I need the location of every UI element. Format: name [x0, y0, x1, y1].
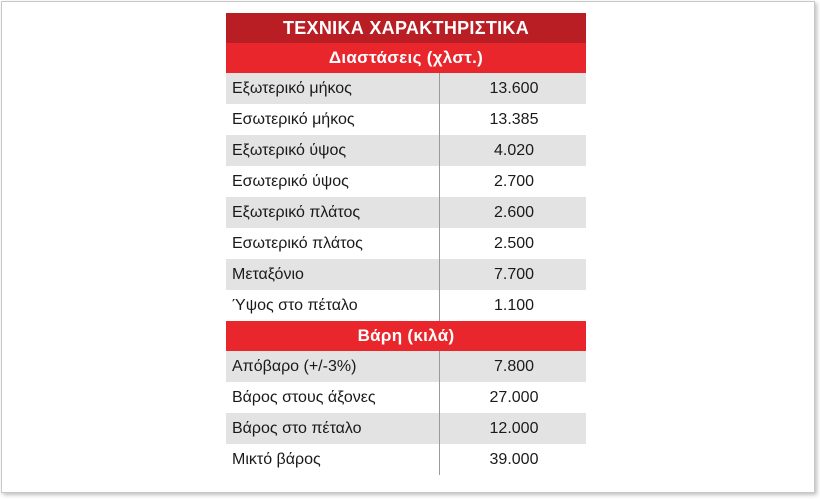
row-value: 13.385	[489, 111, 539, 128]
row-label: Μικτό βάρος	[226, 444, 440, 475]
table-row	[226, 228, 586, 259]
table-row	[226, 413, 586, 444]
row-value: 2.700	[493, 173, 535, 190]
row-value: 13.600	[489, 80, 539, 97]
table-bottom-edge	[226, 475, 586, 483]
row-value: 2.600	[493, 204, 535, 221]
row-label: Βάρος στους άξονες	[226, 382, 440, 413]
table-row	[226, 382, 586, 413]
row-value: 27.000	[489, 389, 539, 406]
section-weights	[226, 321, 586, 475]
table-row	[226, 135, 586, 166]
specifications-table	[226, 13, 586, 483]
row-label: Βάρος στο πέταλο	[226, 413, 440, 444]
row-label: Εξωτερικό ύψος	[226, 135, 440, 166]
table-row	[226, 104, 586, 135]
row-label: Ύψος στο πέταλο	[226, 290, 440, 321]
row-label: Εσωτερικό πλάτος	[226, 228, 440, 259]
section-header-dimensions: Διαστάσεις (χλστ.)	[226, 43, 586, 73]
row-value: 39.000	[489, 451, 539, 468]
row-label: Εξωτερικό πλάτος	[226, 197, 440, 228]
table-row	[226, 444, 586, 475]
row-value: 1.100	[493, 297, 535, 314]
row-value: 7.700	[493, 266, 535, 283]
table-title: ΤΕΧΝΙΚΑ ΧΑΡΑΚΤΗΡΙΣΤΙΚΑ	[226, 13, 586, 43]
row-label: Μεταξόνιο	[226, 259, 440, 290]
table-row	[226, 259, 586, 290]
row-value: 4.020	[493, 142, 535, 159]
row-label: Εξωτερικό μήκος	[226, 73, 440, 104]
row-value: 7.800	[493, 358, 535, 375]
table-row	[226, 73, 586, 104]
row-value: 12.000	[489, 420, 539, 437]
row-label: Εσωτερικό μήκος	[226, 104, 440, 135]
row-value: 2.500	[493, 235, 535, 252]
table-row	[226, 351, 586, 382]
table-row	[226, 166, 586, 197]
section-dimensions	[226, 43, 586, 321]
table-row	[226, 290, 586, 321]
section-header-weights: Βάρη (κιλά)	[226, 321, 586, 351]
table-row	[226, 197, 586, 228]
row-label: Εσωτερικό ύψος	[226, 166, 440, 197]
row-label: Απόβαρο (+/-3%)	[226, 351, 440, 382]
